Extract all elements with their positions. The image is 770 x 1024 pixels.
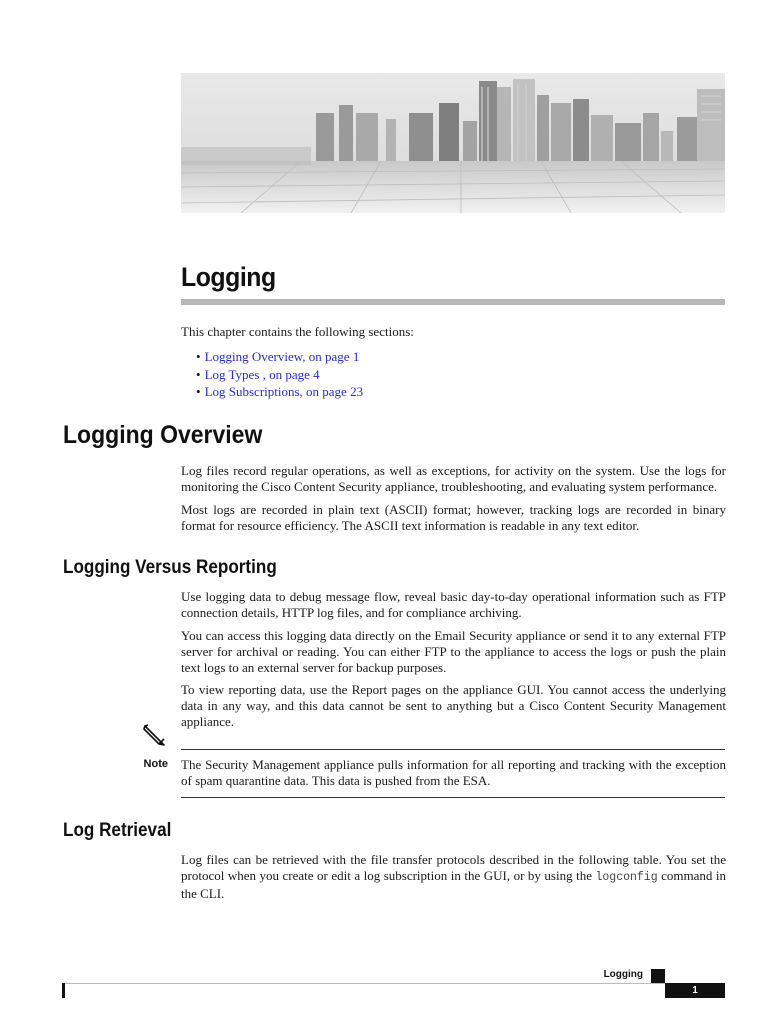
retrieval-paragraph-1 bbox=[181, 852, 726, 902]
pencil-icon bbox=[142, 722, 168, 748]
footer-chapter-label: Logging bbox=[603, 969, 643, 980]
chapter-toc bbox=[196, 348, 363, 401]
toc-link-log-subscriptions[interactable]: Log Subscriptions, on page 23 bbox=[204, 384, 364, 399]
toc-link-log-types[interactable]: Log Types , on page 4 bbox=[204, 366, 320, 382]
bullet: • bbox=[196, 366, 201, 382]
versus-paragraph-3: To view reporting data, use the Report pages on the appliance GUI. You cannot access the underlying data in any way, and this data cannot be sent to anything but a Cisco Content Security Management appliance. bbox=[181, 682, 726, 729]
bullet: • bbox=[196, 349, 201, 364]
overview-paragraph-2: Most logs are recorded in plain text (ASCII) format; however, tracking logs are recorded in binary format for resource efficiency. The ASCII text information is readable in any text editor. bbox=[181, 502, 726, 533]
versus-paragraph-1: Use logging data to debug message flow, reveal basic day-to-day operational information such as FTP connection details, HTTP log files, and for compliance archiving. bbox=[181, 589, 726, 620]
toc-item bbox=[196, 383, 363, 401]
bullet: • bbox=[196, 384, 201, 399]
footer-page-number: 1 bbox=[665, 983, 725, 998]
chapter-header-image bbox=[181, 73, 725, 213]
subsection-heading-log-retrieval: Log Retrieval bbox=[63, 820, 172, 841]
note-bottom-rule bbox=[181, 797, 725, 798]
footer-square bbox=[651, 969, 665, 983]
overview-paragraph-1: Log files record regular operations, as well as exceptions, for activity on the system. Use the logs for monitoring the Cisco Content Security appliance, troubleshooting, and evaluating system performance. bbox=[181, 463, 726, 494]
chapter-title: Logging bbox=[181, 262, 276, 292]
subsection-heading-logging-versus-reporting: Logging Versus Reporting bbox=[63, 557, 277, 578]
toc-item bbox=[196, 366, 363, 384]
toc-link-logging-overview[interactable]: Logging Overview, on page 1 bbox=[204, 349, 360, 364]
chapter-title-rule bbox=[181, 299, 725, 305]
chapter-intro: This chapter contains the following sections: bbox=[181, 324, 414, 339]
toc-item bbox=[196, 348, 363, 366]
note-top-rule bbox=[181, 749, 725, 750]
note-label: Note bbox=[143, 758, 168, 770]
logconfig-command: logconfig bbox=[595, 871, 658, 884]
footer-rule bbox=[65, 983, 665, 984]
footer-left-marker bbox=[62, 983, 65, 998]
section-heading-logging-overview: Logging Overview bbox=[63, 421, 263, 449]
retrieval-text-before: Log files can be retrieved with the file transfer protocols described in the following table. You set the protocol when you create or edit a log subscription in the GUI, or by using the bbox=[181, 852, 726, 883]
note-text: The Security Management appliance pulls information for all reporting and tracking with the exception of spam quarantine data. This data is pushed from the ESA. bbox=[181, 757, 726, 788]
retrieval-text-after: command in the CLI. bbox=[181, 868, 726, 901]
versus-paragraph-2: You can access this logging data directly on the Email Security appliance or send it to any external FTP server for archival or reading. You can either FTP to the appliance to access the logs or push the plain text logs to an external server for backup purposes. bbox=[181, 628, 726, 675]
